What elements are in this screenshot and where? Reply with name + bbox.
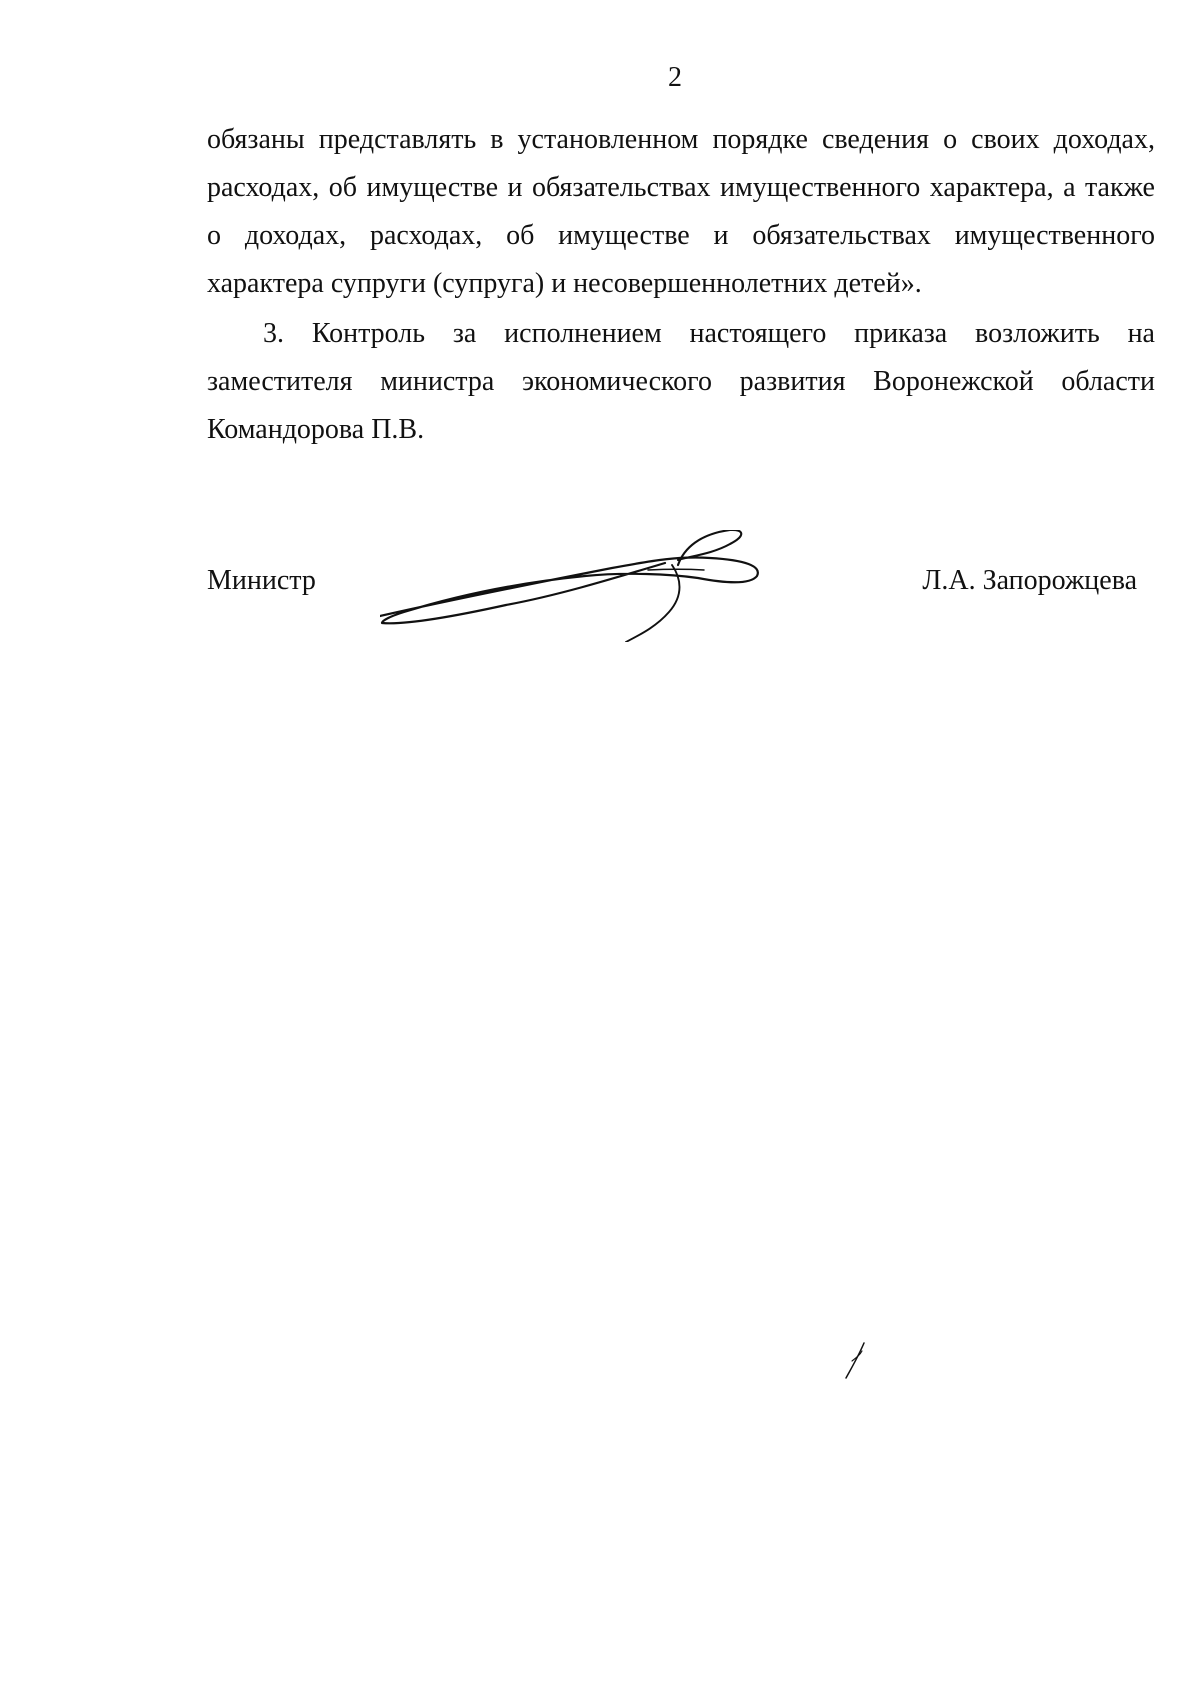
paragraph-obligations-line-4: характера супруги (супруга) и несовершеннолетних детей». — [207, 268, 922, 299]
signer-name: Л.А. Запорожцева — [922, 565, 1137, 596]
paragraph-obligations-line-2: расходах, об имуществе и обязательствах имущественного характера, а также — [207, 172, 1155, 203]
paragraph-control-line-1: 3. Контроль за исполнением настоящего приказа возложить на — [263, 318, 1155, 349]
paragraph-obligations-line-3: о доходах, расходах, об имуществе и обязательствах имущественного — [207, 220, 1155, 251]
paragraph-control-line-2: заместителя министра экономического развития Воронежской области — [207, 366, 1155, 397]
handwritten-initial-mark-icon — [840, 1340, 870, 1382]
paragraph-obligations — [207, 116, 1155, 308]
paragraph-control — [207, 310, 1155, 454]
page-number: 2 — [668, 62, 682, 93]
paragraph-obligations-line-1: обязаны представлять в установленном порядке сведения о своих доходах, — [207, 124, 1155, 155]
minister-label: Министр — [207, 565, 316, 596]
paragraph-control-line-3: Командорова П.В. — [207, 414, 425, 445]
handwritten-signature-icon — [380, 530, 800, 642]
